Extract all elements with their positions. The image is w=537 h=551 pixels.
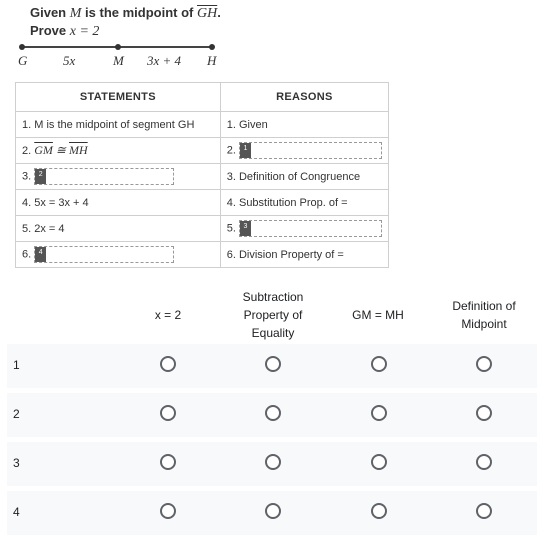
statement-4: 4. 5x = 3x + 4 [16, 190, 221, 216]
radio-row1-col3[interactable] [371, 356, 387, 372]
grid-row-4 [7, 491, 537, 535]
radio-row2-col2[interactable] [265, 405, 281, 421]
statement-1: 1. M is the midpoint of segment GH [16, 112, 221, 138]
prove-prefix: Prove [30, 23, 67, 38]
given-text: is the midpoint of [85, 5, 194, 20]
radio-row4-col3[interactable] [371, 503, 387, 519]
proof-row-1 [16, 112, 389, 138]
blank-2 [34, 168, 174, 185]
statement-3-number: 3. [22, 170, 32, 183]
statement-6 [16, 242, 221, 268]
grid-row-3 [7, 442, 537, 486]
label-h: H [207, 53, 217, 68]
radio-row3-col1[interactable] [160, 454, 176, 470]
column-header-1: x = 2 [154, 308, 182, 322]
radio-row1-col1[interactable] [160, 356, 176, 372]
radio-row4-col1[interactable] [160, 503, 176, 519]
column-header-2: Subtraction Property of Equality [242, 290, 304, 340]
proof-row-4 [16, 190, 389, 216]
row-label-2: 2 [13, 407, 20, 421]
reason-5 [220, 216, 388, 242]
proof-row-2 [16, 138, 389, 164]
radio-row3-col4[interactable] [476, 454, 492, 470]
row-label-4: 4 [13, 505, 20, 519]
reason-4: 4. Substitution Prop. of = [220, 190, 388, 216]
column-header-4: Definition of Midpoint [452, 299, 516, 331]
reason-3: 3. Definition of Congruence [220, 164, 388, 190]
congruent-symbol: ≅ [55, 143, 66, 157]
label-m: M [113, 53, 124, 68]
row-label-3: 3 [13, 456, 20, 470]
prove-statement [30, 23, 99, 40]
radio-row2-col4[interactable] [476, 405, 492, 421]
reasons-header: REASONS [220, 83, 388, 112]
given-var: M [69, 6, 82, 21]
radio-row4-col2[interactable] [265, 503, 281, 519]
segment-gm: $\overline{GM}$ [34, 143, 53, 157]
blank-4 [34, 246, 174, 263]
problem-image [0, 0, 400, 270]
proof-table [15, 82, 389, 268]
radio-row1-col4[interactable] [476, 356, 492, 372]
blank-1 [239, 142, 382, 159]
reason-1: 1. Given [220, 112, 388, 138]
label-g: G [18, 53, 28, 68]
grid-row-2 [7, 393, 537, 437]
segment-mh: $\overline{MH}$ [68, 143, 88, 157]
point-m [115, 44, 121, 50]
radio-row2-col3[interactable] [371, 405, 387, 421]
label-mh: 3x + 4 [147, 53, 182, 68]
statement-5: 5. 2x = 4 [16, 216, 221, 242]
radio-row3-col2[interactable] [265, 454, 281, 470]
grid-row-1 [7, 344, 537, 388]
reason-5-number: 5. [226, 222, 236, 235]
statements-header: STATEMENTS [16, 83, 221, 112]
given-period: . [217, 5, 221, 20]
row-label-1: 1 [13, 358, 20, 372]
radio-row2-col1[interactable] [160, 405, 176, 421]
blank-3-tag: 3 [240, 221, 251, 236]
statement-2-number: 2. [22, 145, 32, 157]
proof-row-3 [16, 164, 389, 190]
radio-row3-col3[interactable] [371, 454, 387, 470]
reason-6: 6. Division Property of = [220, 242, 388, 268]
radio-row4-col4[interactable] [476, 503, 492, 519]
given-segment: $\overline{GH}$ [197, 6, 218, 21]
statement-6-number: 6. [22, 248, 32, 261]
statement-3 [16, 164, 221, 190]
proof-row-5 [16, 216, 389, 242]
blank-1-tag: 1 [240, 143, 251, 158]
blank-2-tag: 2 [35, 169, 46, 184]
label-gm: 5x [63, 53, 76, 68]
blank-3 [239, 220, 382, 237]
reason-2-number: 2. [226, 144, 236, 157]
reason-2 [220, 138, 388, 164]
point-g [19, 44, 25, 50]
given-prefix: Given [30, 5, 67, 20]
prove-expression: x = 2 [69, 24, 100, 39]
point-h [209, 44, 215, 50]
blank-4-tag: 4 [35, 247, 46, 262]
radio-row1-col2[interactable] [265, 356, 281, 372]
given-statement [30, 5, 221, 22]
statement-2 [16, 138, 221, 164]
column-header-3: GM = MH [352, 308, 404, 322]
proof-row-6 [16, 242, 389, 268]
